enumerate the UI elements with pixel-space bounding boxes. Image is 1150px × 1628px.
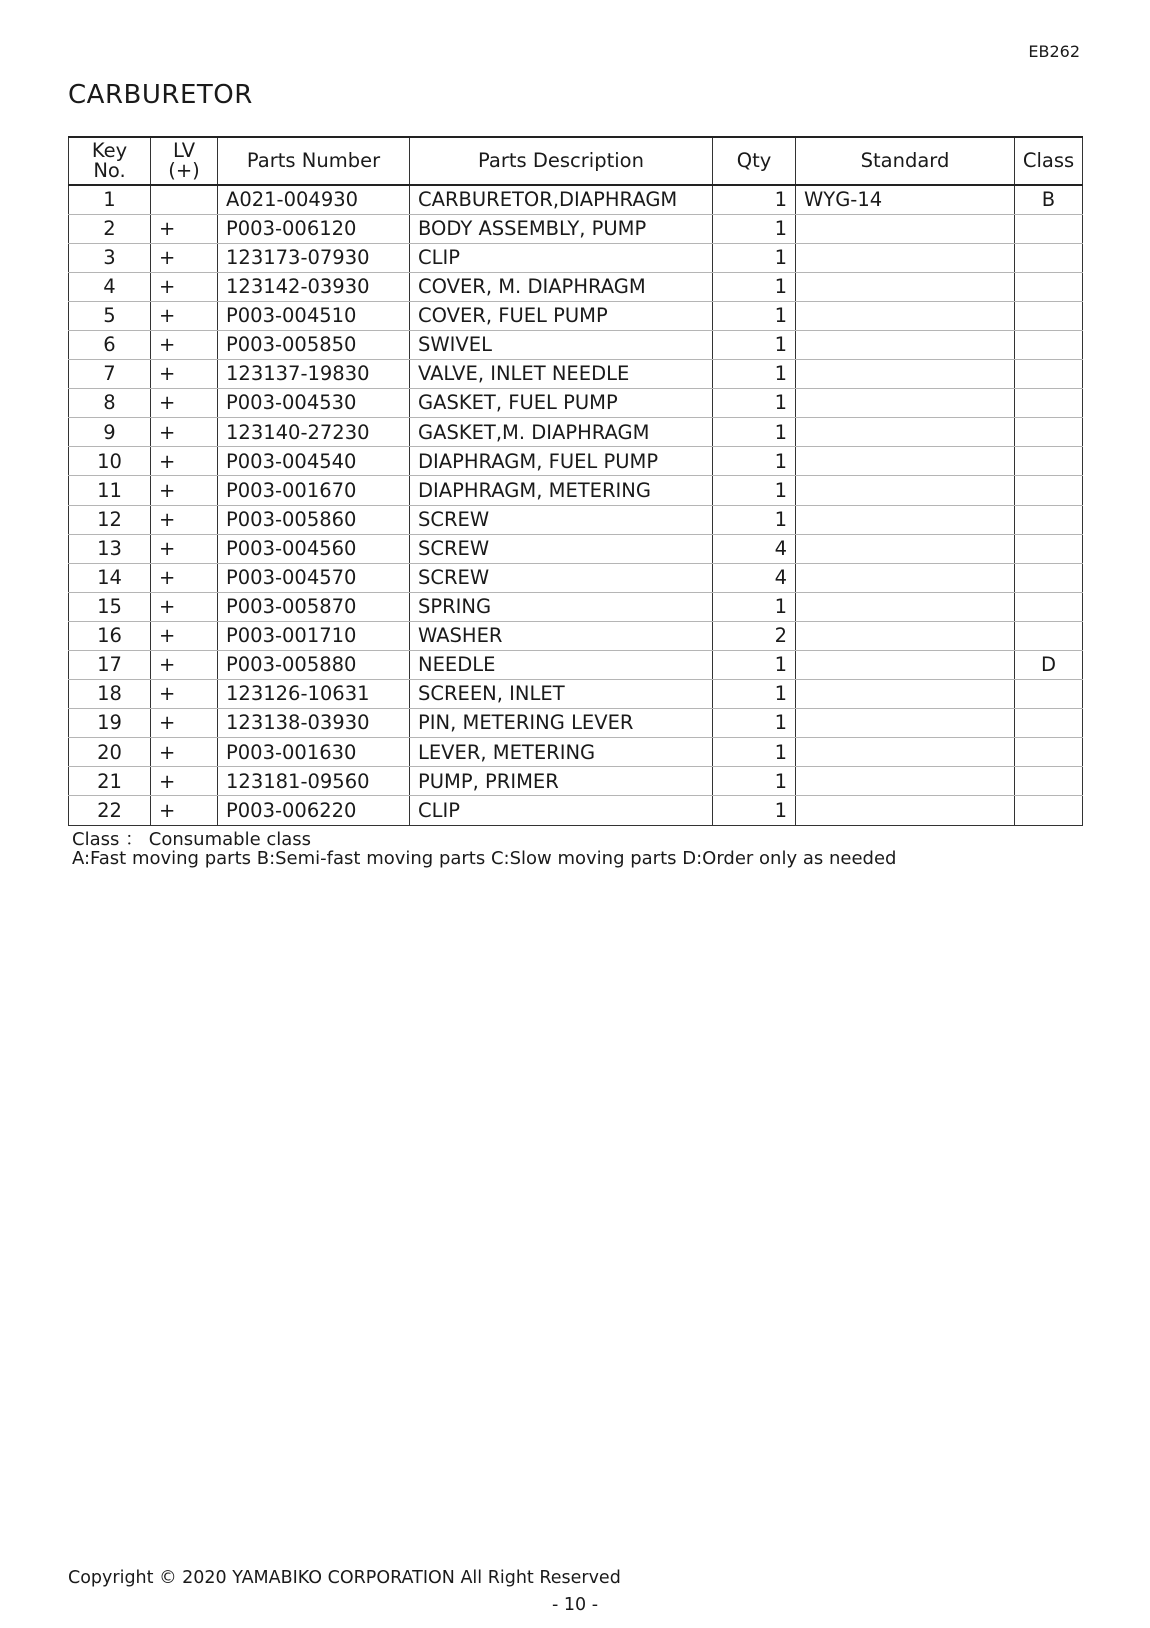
parts-number-cell: 123126-10631: [218, 680, 410, 709]
parts-description-cell: COVER, FUEL PUMP: [410, 301, 713, 330]
lv-cell: +: [151, 447, 218, 476]
class-cell: [1015, 476, 1083, 505]
key-no-cell: 5: [69, 301, 151, 330]
table-row: [69, 505, 1083, 534]
class-cell: [1015, 214, 1083, 243]
table-row: [69, 272, 1083, 301]
parts-number-cell: P003-006220: [218, 796, 410, 825]
class-cell: [1015, 767, 1083, 796]
parts-table-body: [69, 185, 1083, 825]
lv-cell: +: [151, 505, 218, 534]
qty-cell: 1: [713, 272, 796, 301]
lv-cell: +: [151, 360, 218, 389]
class-cell: [1015, 621, 1083, 650]
table-row: [69, 563, 1083, 592]
standard-cell: [796, 709, 1015, 738]
key-no-cell: 11: [69, 476, 151, 505]
lv-cell: +: [151, 476, 218, 505]
qty-cell: 1: [713, 360, 796, 389]
standard-cell: [796, 476, 1015, 505]
table-row: [69, 330, 1083, 359]
qty-cell: 1: [713, 476, 796, 505]
lv-cell: +: [151, 592, 218, 621]
key-no-cell: 20: [69, 738, 151, 767]
qty-cell: 4: [713, 563, 796, 592]
key-no-cell: 14: [69, 563, 151, 592]
lv-cell: +: [151, 621, 218, 650]
key-no-cell: 4: [69, 272, 151, 301]
column-header-lv-line2: (+): [168, 159, 200, 182]
table-row: [69, 680, 1083, 709]
qty-cell: 1: [713, 185, 796, 214]
class-cell: [1015, 330, 1083, 359]
qty-cell: 4: [713, 534, 796, 563]
standard-cell: [796, 447, 1015, 476]
qty-cell: 1: [713, 680, 796, 709]
parts-description-cell: PUMP, PRIMER: [410, 767, 713, 796]
qty-cell: 1: [713, 651, 796, 680]
table-row: [69, 243, 1083, 272]
key-no-cell: 18: [69, 680, 151, 709]
qty-cell: 1: [713, 738, 796, 767]
parts-number-cell: A021-004930: [218, 185, 410, 214]
document-code: EB262: [1028, 42, 1080, 61]
table-row: [69, 418, 1083, 447]
key-no-cell: 22: [69, 796, 151, 825]
parts-number-cell: P003-004560: [218, 534, 410, 563]
lv-cell: +: [151, 214, 218, 243]
parts-table: [68, 136, 1083, 826]
qty-cell: 1: [713, 592, 796, 621]
column-header-key-line1: Key: [91, 138, 128, 162]
qty-cell: 1: [713, 214, 796, 243]
standard-cell: [796, 301, 1015, 330]
table-row: [69, 447, 1083, 476]
standard-cell: [796, 680, 1015, 709]
lv-cell: +: [151, 680, 218, 709]
parts-number-cell: P003-001710: [218, 621, 410, 650]
class-cell: [1015, 592, 1083, 621]
parts-number-cell: 123140-27230: [218, 418, 410, 447]
parts-number-cell: P003-005860: [218, 505, 410, 534]
column-header-class: Class: [1015, 137, 1083, 185]
qty-cell: 1: [713, 796, 796, 825]
standard-cell: [796, 592, 1015, 621]
qty-cell: 1: [713, 330, 796, 359]
key-no-cell: 6: [69, 330, 151, 359]
column-header-key-no: [69, 137, 151, 185]
key-no-cell: 15: [69, 592, 151, 621]
table-row: [69, 185, 1083, 214]
key-no-cell: 12: [69, 505, 151, 534]
standard-cell: [796, 738, 1015, 767]
table-row: [69, 214, 1083, 243]
standard-cell: [796, 534, 1015, 563]
standard-cell: [796, 418, 1015, 447]
parts-number-cell: 123142-03930: [218, 272, 410, 301]
class-cell: [1015, 243, 1083, 272]
key-no-cell: 19: [69, 709, 151, 738]
legend-title: Class ： Consumable class: [72, 829, 312, 850]
parts-description-cell: CLIP: [410, 243, 713, 272]
class-cell: [1015, 534, 1083, 563]
class-cell: [1015, 418, 1083, 447]
lv-cell: +: [151, 389, 218, 418]
class-legend: [72, 830, 896, 868]
standard-cell: [796, 651, 1015, 680]
parts-description-cell: GASKET,M. DIAPHRAGM: [410, 418, 713, 447]
parts-description-cell: COVER, M. DIAPHRAGM: [410, 272, 713, 301]
parts-description-cell: SPRING: [410, 592, 713, 621]
standard-cell: [796, 796, 1015, 825]
class-cell: B: [1015, 185, 1083, 214]
class-cell: [1015, 680, 1083, 709]
lv-cell: [151, 185, 218, 214]
lv-cell: +: [151, 738, 218, 767]
lv-cell: +: [151, 330, 218, 359]
class-cell: [1015, 709, 1083, 738]
class-cell: [1015, 447, 1083, 476]
lv-cell: +: [151, 301, 218, 330]
key-no-cell: 3: [69, 243, 151, 272]
parts-number-cell: 123137-19830: [218, 360, 410, 389]
standard-cell: [796, 360, 1015, 389]
qty-cell: 1: [713, 505, 796, 534]
copyright-notice: Copyright © 2020 YAMABIKO CORPORATION All Right Reserved: [68, 1568, 621, 1588]
parts-description-cell: VALVE, INLET NEEDLE: [410, 360, 713, 389]
parts-number-cell: P003-001670: [218, 476, 410, 505]
lv-cell: +: [151, 651, 218, 680]
class-cell: [1015, 738, 1083, 767]
parts-number-cell: 123173-07930: [218, 243, 410, 272]
qty-cell: 1: [713, 389, 796, 418]
table-row: [69, 651, 1083, 680]
column-header-qty: Qty: [713, 137, 796, 185]
class-cell: [1015, 505, 1083, 534]
key-no-cell: 1: [69, 185, 151, 214]
legend-class-definitions: A:Fast moving parts B:Semi-fast moving parts C:Slow moving parts D:Order only as needed: [72, 848, 897, 869]
parts-number-cell: P003-001630: [218, 738, 410, 767]
table-row: [69, 621, 1083, 650]
parts-description-cell: GASKET, FUEL PUMP: [410, 389, 713, 418]
parts-number-cell: P003-004540: [218, 447, 410, 476]
table-row: [69, 534, 1083, 563]
lv-cell: +: [151, 709, 218, 738]
key-no-cell: 17: [69, 651, 151, 680]
column-header-lv: [151, 137, 218, 185]
key-no-cell: 10: [69, 447, 151, 476]
lv-cell: +: [151, 272, 218, 301]
class-cell: [1015, 360, 1083, 389]
key-no-cell: 13: [69, 534, 151, 563]
parts-number-cell: P003-006120: [218, 214, 410, 243]
key-no-cell: 8: [69, 389, 151, 418]
parts-description-cell: WASHER: [410, 621, 713, 650]
parts-description-cell: NEEDLE: [410, 651, 713, 680]
standard-cell: [796, 243, 1015, 272]
standard-cell: [796, 563, 1015, 592]
parts-description-cell: PIN, METERING LEVER: [410, 709, 713, 738]
column-header-lv-line1: LV: [172, 138, 196, 162]
parts-description-cell: BODY ASSEMBLY, PUMP: [410, 214, 713, 243]
standard-cell: [796, 505, 1015, 534]
table-row: [69, 796, 1083, 825]
key-no-cell: 9: [69, 418, 151, 447]
qty-cell: 1: [713, 243, 796, 272]
parts-number-cell: 123181-09560: [218, 767, 410, 796]
standard-cell: [796, 621, 1015, 650]
key-no-cell: 21: [69, 767, 151, 796]
standard-cell: [796, 767, 1015, 796]
lv-cell: +: [151, 563, 218, 592]
qty-cell: 1: [713, 447, 796, 476]
class-cell: [1015, 563, 1083, 592]
table-row: [69, 301, 1083, 330]
class-cell: [1015, 301, 1083, 330]
class-cell: [1015, 272, 1083, 301]
parts-description-cell: DIAPHRAGM, FUEL PUMP: [410, 447, 713, 476]
parts-number-cell: P003-005850: [218, 330, 410, 359]
table-row: [69, 738, 1083, 767]
parts-number-cell: P003-004510: [218, 301, 410, 330]
parts-number-cell: P003-004530: [218, 389, 410, 418]
standard-cell: WYG-14: [796, 185, 1015, 214]
column-header-key-line2: No.: [93, 159, 126, 182]
lv-cell: +: [151, 796, 218, 825]
column-header-standard: Standard: [796, 137, 1015, 185]
qty-cell: 1: [713, 709, 796, 738]
standard-cell: [796, 214, 1015, 243]
parts-description-cell: SCREW: [410, 534, 713, 563]
qty-cell: 1: [713, 418, 796, 447]
column-header-parts-description: Parts Description: [410, 137, 713, 185]
table-row: [69, 767, 1083, 796]
table-row: [69, 709, 1083, 738]
parts-description-cell: SCREEN, INLET: [410, 680, 713, 709]
page-title: CARBURETOR: [68, 80, 253, 110]
parts-number-cell: P003-005880: [218, 651, 410, 680]
lv-cell: +: [151, 534, 218, 563]
lv-cell: +: [151, 418, 218, 447]
parts-description-cell: SWIVEL: [410, 330, 713, 359]
key-no-cell: 7: [69, 360, 151, 389]
parts-description-cell: SCREW: [410, 505, 713, 534]
parts-description-cell: SCREW: [410, 563, 713, 592]
table-row: [69, 360, 1083, 389]
parts-description-cell: LEVER, METERING: [410, 738, 713, 767]
standard-cell: [796, 389, 1015, 418]
qty-cell: 1: [713, 301, 796, 330]
qty-cell: 2: [713, 621, 796, 650]
class-cell: D: [1015, 651, 1083, 680]
qty-cell: 1: [713, 767, 796, 796]
table-row: [69, 592, 1083, 621]
page-number: - 10 -: [551, 1595, 599, 1615]
class-cell: [1015, 796, 1083, 825]
parts-description-cell: DIAPHRAGM, METERING: [410, 476, 713, 505]
parts-description-cell: CLIP: [410, 796, 713, 825]
lv-cell: +: [151, 243, 218, 272]
key-no-cell: 16: [69, 621, 151, 650]
parts-number-cell: P003-005870: [218, 592, 410, 621]
standard-cell: [796, 330, 1015, 359]
column-header-parts-number: Parts Number: [218, 137, 410, 185]
parts-number-cell: P003-004570: [218, 563, 410, 592]
class-cell: [1015, 389, 1083, 418]
parts-description-cell: CARBURETOR,DIAPHRAGM: [410, 185, 713, 214]
parts-number-cell: 123138-03930: [218, 709, 410, 738]
key-no-cell: 2: [69, 214, 151, 243]
table-row: [69, 389, 1083, 418]
table-header-row: [69, 137, 1083, 185]
table-row: [69, 476, 1083, 505]
lv-cell: +: [151, 767, 218, 796]
standard-cell: [796, 272, 1015, 301]
